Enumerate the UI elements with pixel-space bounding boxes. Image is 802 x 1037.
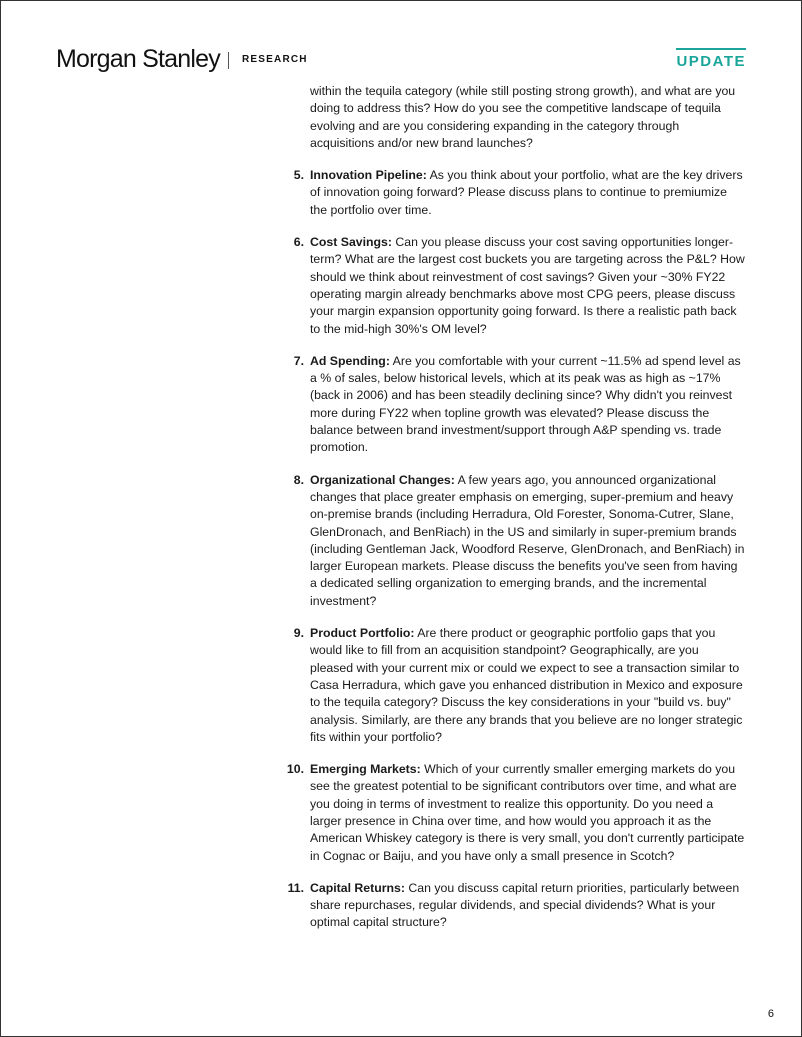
section-label: RESEARCH xyxy=(242,54,308,65)
question-number: 7. xyxy=(293,353,304,368)
question-text: As you think about your portfolio, what are the key drivers of innovation going forward? Please discuss plans to continue to premiumize the portfolio over time. xyxy=(310,168,743,217)
question-text: Are you comfortable with your current ~11.5% ad spend level as a % of sales, below historical levels, which at its peak was as high as ~17% (back in 2006) and has been steadily declining since? Why didn't you reinvest more during FY22 when topline growth was elevated? Please discuss the balance between brand investment/support through A&P spending vs. trade promotion. xyxy=(310,353,741,455)
question-number: 6. xyxy=(293,235,304,250)
question-number: 9. xyxy=(293,626,304,641)
continued-paragraph: within the tequila category (while still posting strong growth), and what are you doing to address this? How do you see the competitive landscape of tequila evolving and are you considering expanding in the category through acquisitions and/or new brand launches? xyxy=(310,84,736,150)
questions-list xyxy=(281,167,745,932)
question-item xyxy=(281,353,745,457)
question-number: 5. xyxy=(293,168,304,183)
question-label: Product Portfolio: xyxy=(310,626,415,641)
question-label: Organizational Changes: xyxy=(310,472,455,487)
page-header xyxy=(56,45,746,75)
question-item xyxy=(281,472,745,610)
page-number: 6 xyxy=(767,1008,774,1020)
question-label: Capital Returns: xyxy=(310,880,405,895)
question-number: 11. xyxy=(287,880,304,895)
question-label: Emerging Markets: xyxy=(310,762,421,777)
question-item xyxy=(281,234,745,338)
question-text: Which of your currently smaller emerging markets do you see the greatest potential to be significant contributors over time, and what are you doing in terms of investment to realize this opportunity. Do you need a larger presence in China over time, and how would you approach it as the American Whiskey category is there is very small, you don't currently participate in Cognac or Baiju, and you have only a small presence in Scotch? xyxy=(310,762,745,863)
question-item xyxy=(281,761,745,865)
update-badge: UPDATE xyxy=(676,48,746,70)
question-label: Ad Spending: xyxy=(310,353,390,368)
question-text: Can you discuss capital return priorities, particularly between share repurchases, regular dividends, and special dividends? What is your optimal capital structure? xyxy=(310,880,740,930)
question-number: 8. xyxy=(293,472,304,487)
question-number: 10. xyxy=(286,762,304,777)
question-item xyxy=(281,880,745,932)
question-label: Innovation Pipeline: xyxy=(310,168,427,183)
question-text: Are there product or geographic portfolio gaps that you would like to fill from an acquisition standpoint? Geographically, are you pleased with your current mix or could we expect to see a transaction similar to Casa Herradura, which gave you enhanced distribution in Mexico and exposure to the tequila category? Discuss the key considerations in your "build vs. buy" analysis. Similarly, are there any brands that you believe are no longer strategic fits within your portfolio? xyxy=(310,626,743,744)
header-divider xyxy=(228,52,229,69)
question-text: A few years ago, you announced organizational changes that place greater emphasis on emerging, super-premium and heavy on-premise brands (including Herradura, Old Forester, Sonoma-Cutrer, Slane, GlenDronach, and BenRiach) in the US and similarly in super-premium brands (including Gentleman Jack, Woodford Reserve, GlenDronach, and BenRiach) in larger European markets. Please discuss the benefits you've seen from having a dedicated selling organization to emerging brands, and the incremental investment? xyxy=(310,472,745,608)
questions-content xyxy=(281,83,745,947)
question-label: Cost Savings: xyxy=(310,235,392,250)
question-item xyxy=(281,625,745,746)
question-text: Can you please discuss your cost saving opportunities longer-term? What are the largest cost buckets you are targeting across the P&L? How should we think about reinvestment of cost savings? Given your ~30% FY22 operating margin already benchmarks above most CPG peers, please discuss your margin expansion opportunity going forward. Is there a realistic path back to the mid-high 30%'s OM level? xyxy=(310,235,745,336)
morgan-stanley-logo: Morgan Stanley xyxy=(56,45,220,73)
question-item xyxy=(281,167,745,219)
